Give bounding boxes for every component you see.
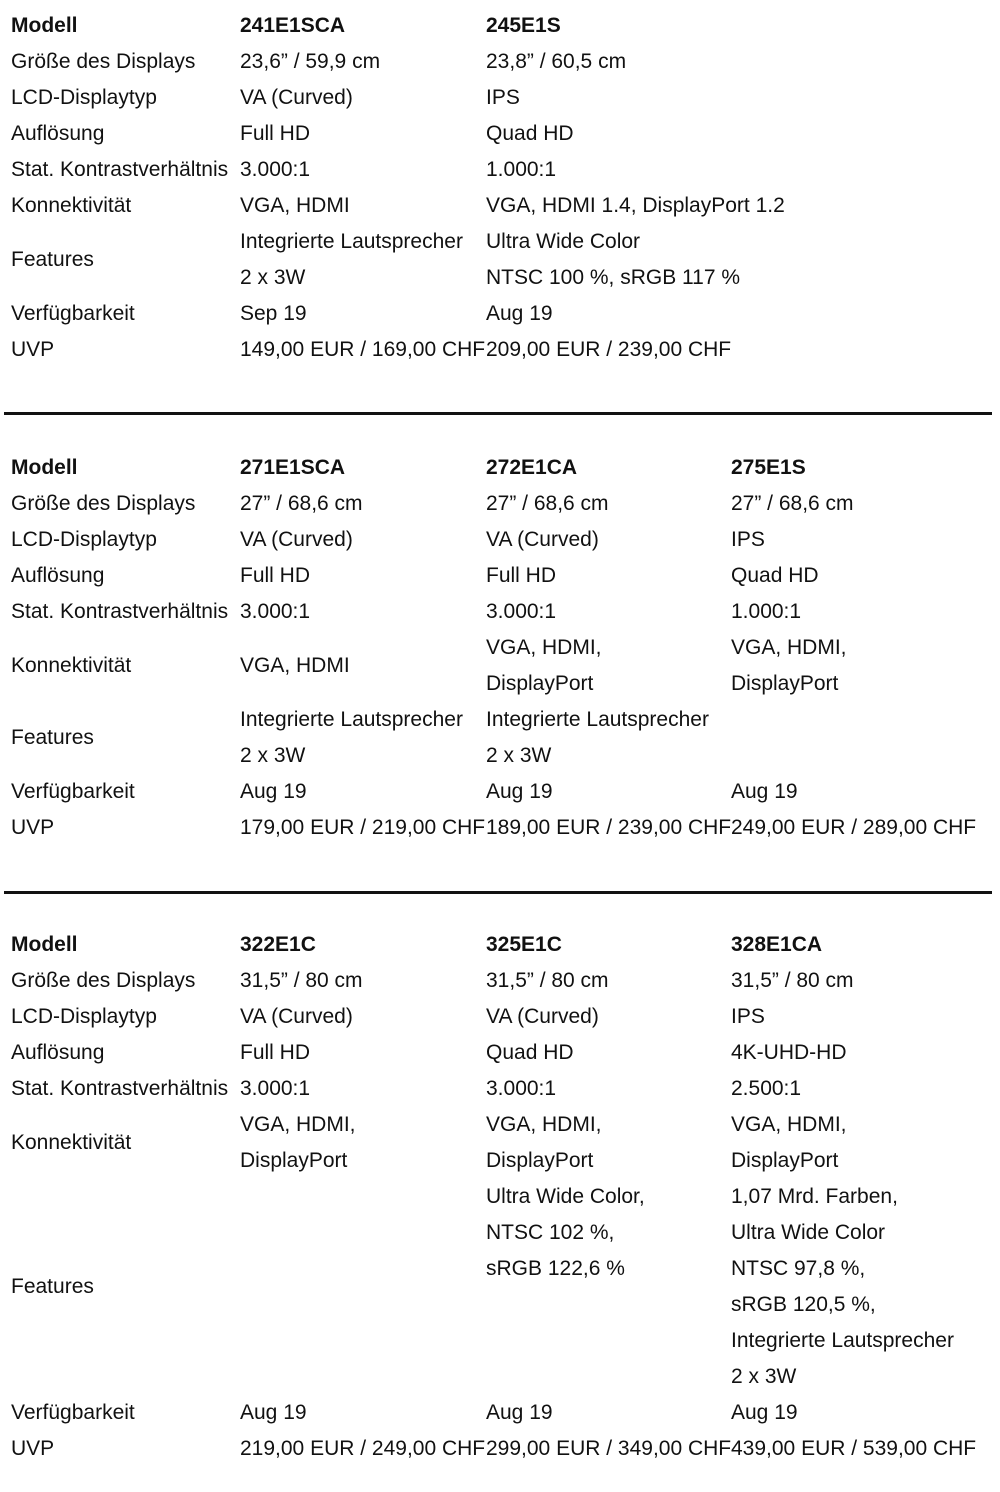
label-panel: LCD-Displaytyp	[11, 86, 157, 109]
label-features: Features	[11, 726, 94, 749]
features-line: 2 x 3W	[486, 744, 552, 767]
features-line: Ultra Wide Color	[731, 1221, 886, 1244]
connectivity-value	[486, 1107, 602, 1179]
label-connectivity: Konnektivität	[11, 194, 132, 217]
row-features	[0, 1179, 1000, 1395]
connectivity-value	[240, 1107, 356, 1179]
row-resolution	[0, 558, 1000, 594]
connectivity-line: VGA, HDMI,	[731, 636, 847, 659]
price-value: 439,00 EUR / 539,00 CHF	[731, 1437, 977, 1460]
model-name: 241E1SCA	[240, 14, 346, 37]
resolution-value: Full HD	[240, 1041, 311, 1064]
price-value: 219,00 EUR / 249,00 CHF	[240, 1437, 486, 1460]
availability-value: Aug 19	[240, 1401, 307, 1424]
label-panel: LCD-Displaytyp	[11, 1005, 157, 1028]
features-line: 2 x 3W	[731, 1365, 797, 1388]
panel-value: VA (Curved)	[240, 528, 353, 551]
features-line: Ultra Wide Color,	[486, 1185, 645, 1208]
row-connectivity	[0, 188, 1000, 224]
availability-value: Aug 19	[731, 1401, 798, 1424]
availability-value: Aug 19	[486, 302, 553, 325]
row-model	[0, 927, 1000, 963]
size-value: 27” / 68,6 cm	[731, 492, 854, 515]
panel-value: VA (Curved)	[486, 528, 599, 551]
connectivity-line: VGA, HDMI,	[486, 1113, 602, 1136]
row-contrast	[0, 1071, 1000, 1107]
connectivity-value: VGA, HDMI 1.4, DisplayPort 1.2	[486, 194, 785, 217]
features-line: 2 x 3W	[240, 266, 306, 289]
resolution-value: Quad HD	[486, 122, 574, 145]
row-price	[0, 1431, 1000, 1467]
panel-value: IPS	[731, 528, 765, 551]
row-model	[0, 8, 1000, 44]
model-name: 328E1CA	[731, 933, 823, 956]
contrast-value: 2.500:1	[731, 1077, 802, 1100]
availability-value: Sep 19	[240, 302, 307, 325]
label-price: UVP	[11, 1437, 55, 1460]
spec-table-3	[0, 927, 1000, 1467]
connectivity-line: VGA, HDMI,	[240, 1113, 356, 1136]
features-value	[486, 1179, 645, 1287]
spec-table-2	[0, 450, 1000, 846]
contrast-value: 3.000:1	[486, 1077, 557, 1100]
features-value	[731, 1179, 954, 1395]
resolution-value: Full HD	[240, 564, 311, 587]
connectivity-line: DisplayPort	[240, 1149, 348, 1172]
row-availability	[0, 296, 1000, 332]
connectivity-value	[731, 630, 847, 702]
features-line: Integrierte Lautsprecher	[486, 708, 709, 731]
row-resolution	[0, 1035, 1000, 1071]
panel-value: IPS	[486, 86, 520, 109]
features-line: Integrierte Lautsprecher	[731, 1329, 954, 1352]
resolution-value: Quad HD	[486, 1041, 574, 1064]
features-line: Integrierte Lautsprecher	[240, 230, 463, 253]
row-connectivity	[0, 630, 1000, 702]
price-value: 209,00 EUR / 239,00 CHF	[486, 338, 732, 361]
features-value	[486, 702, 709, 774]
features-line: 1,07 Mrd. Farben,	[731, 1185, 898, 1208]
label-resolution: Auflösung	[11, 122, 105, 145]
row-contrast	[0, 594, 1000, 630]
contrast-value: 3.000:1	[486, 600, 557, 623]
connectivity-line: DisplayPort	[731, 1149, 839, 1172]
row-contrast	[0, 152, 1000, 188]
label-size: Größe des Displays	[11, 492, 196, 515]
connectivity-value	[731, 1107, 847, 1179]
row-size	[0, 44, 1000, 80]
panel-value: IPS	[731, 1005, 765, 1028]
contrast-value: 1.000:1	[486, 158, 557, 181]
label-resolution: Auflösung	[11, 564, 105, 587]
model-name: 272E1CA	[486, 456, 578, 479]
row-panel	[0, 999, 1000, 1035]
connectivity-line: DisplayPort	[486, 1149, 594, 1172]
label-contrast: Stat. Kontrastverhältnis	[11, 158, 229, 181]
label-contrast: Stat. Kontrastverhältnis	[11, 600, 229, 623]
row-size	[0, 486, 1000, 522]
price-value: 299,00 EUR / 349,00 CHF	[486, 1437, 732, 1460]
features-line: sRGB 122,6 %	[486, 1257, 625, 1280]
section-divider	[4, 891, 992, 894]
availability-value: Aug 19	[731, 780, 798, 803]
features-value	[240, 224, 463, 296]
resolution-value: Full HD	[486, 564, 557, 587]
features-line: sRGB 120,5 %,	[731, 1293, 876, 1316]
panel-value: VA (Curved)	[240, 1005, 353, 1028]
contrast-value: 1.000:1	[731, 600, 802, 623]
row-price	[0, 810, 1000, 846]
label-availability: Verfügbarkeit	[11, 1401, 135, 1424]
contrast-value: 3.000:1	[240, 158, 311, 181]
features-line: NTSC 100 %, sRGB 117 %	[486, 266, 741, 289]
label-model: Modell	[11, 456, 78, 479]
panel-value: VA (Curved)	[240, 86, 353, 109]
availability-value: Aug 19	[240, 780, 307, 803]
size-value: 31,5” / 80 cm	[240, 969, 363, 992]
panel-value: VA (Curved)	[486, 1005, 599, 1028]
features-line: NTSC 102 %,	[486, 1221, 615, 1244]
contrast-value: 3.000:1	[240, 1077, 311, 1100]
row-availability	[0, 1395, 1000, 1431]
label-connectivity: Konnektivität	[11, 1131, 132, 1154]
model-name: 245E1S	[486, 14, 561, 37]
resolution-value: 4K-UHD-HD	[731, 1041, 847, 1064]
model-name: 325E1C	[486, 933, 562, 956]
row-price	[0, 332, 1000, 368]
size-value: 23,8” / 60,5 cm	[486, 50, 627, 73]
availability-value: Aug 19	[486, 780, 553, 803]
label-price: UVP	[11, 338, 55, 361]
price-value: 249,00 EUR / 289,00 CHF	[731, 816, 977, 839]
size-value: 23,6” / 59,9 cm	[240, 50, 381, 73]
model-name: 271E1SCA	[240, 456, 346, 479]
spec-table-1	[0, 8, 1000, 368]
label-contrast: Stat. Kontrastverhältnis	[11, 1077, 229, 1100]
size-value: 31,5” / 80 cm	[486, 969, 609, 992]
row-connectivity	[0, 1107, 1000, 1179]
label-panel: LCD-Displaytyp	[11, 528, 157, 551]
size-value: 31,5” / 80 cm	[731, 969, 854, 992]
label-availability: Verfügbarkeit	[11, 302, 135, 325]
row-size	[0, 963, 1000, 999]
row-availability	[0, 774, 1000, 810]
connectivity-line: DisplayPort	[486, 672, 594, 695]
label-price: UVP	[11, 816, 55, 839]
label-connectivity: Konnektivität	[11, 654, 132, 677]
label-size: Größe des Displays	[11, 969, 196, 992]
label-features: Features	[11, 248, 94, 271]
features-line: Integrierte Lautsprecher	[240, 708, 463, 731]
row-features	[0, 224, 1000, 296]
size-value: 27” / 68,6 cm	[486, 492, 609, 515]
label-features: Features	[11, 1275, 94, 1298]
price-value: 179,00 EUR / 219,00 CHF	[240, 816, 486, 839]
connectivity-line: VGA, HDMI,	[486, 636, 602, 659]
connectivity-value	[486, 630, 602, 702]
model-name: 275E1S	[731, 456, 806, 479]
contrast-value: 3.000:1	[240, 600, 311, 623]
row-features	[0, 702, 1000, 774]
features-value	[486, 224, 740, 296]
model-name: 322E1C	[240, 933, 316, 956]
label-model: Modell	[11, 933, 78, 956]
label-model: Modell	[11, 14, 78, 37]
row-panel	[0, 80, 1000, 116]
label-availability: Verfügbarkeit	[11, 780, 135, 803]
features-line: Ultra Wide Color	[486, 230, 641, 253]
availability-value: Aug 19	[486, 1401, 553, 1424]
connectivity-line: VGA, HDMI,	[731, 1113, 847, 1136]
resolution-value: Full HD	[240, 122, 311, 145]
label-size: Größe des Displays	[11, 50, 196, 73]
label-resolution: Auflösung	[11, 1041, 105, 1064]
row-resolution	[0, 116, 1000, 152]
section-divider	[4, 412, 992, 415]
connectivity-value: VGA, HDMI	[240, 194, 350, 217]
row-model	[0, 450, 1000, 486]
size-value: 27” / 68,6 cm	[240, 492, 363, 515]
features-value	[240, 702, 463, 774]
row-panel	[0, 522, 1000, 558]
connectivity-line: DisplayPort	[731, 672, 839, 695]
features-line: NTSC 97,8 %,	[731, 1257, 866, 1280]
price-value: 149,00 EUR / 169,00 CHF	[240, 338, 486, 361]
resolution-value: Quad HD	[731, 564, 819, 587]
features-line: 2 x 3W	[240, 744, 306, 767]
price-value: 189,00 EUR / 239,00 CHF	[486, 816, 732, 839]
connectivity-value: VGA, HDMI	[240, 654, 350, 677]
